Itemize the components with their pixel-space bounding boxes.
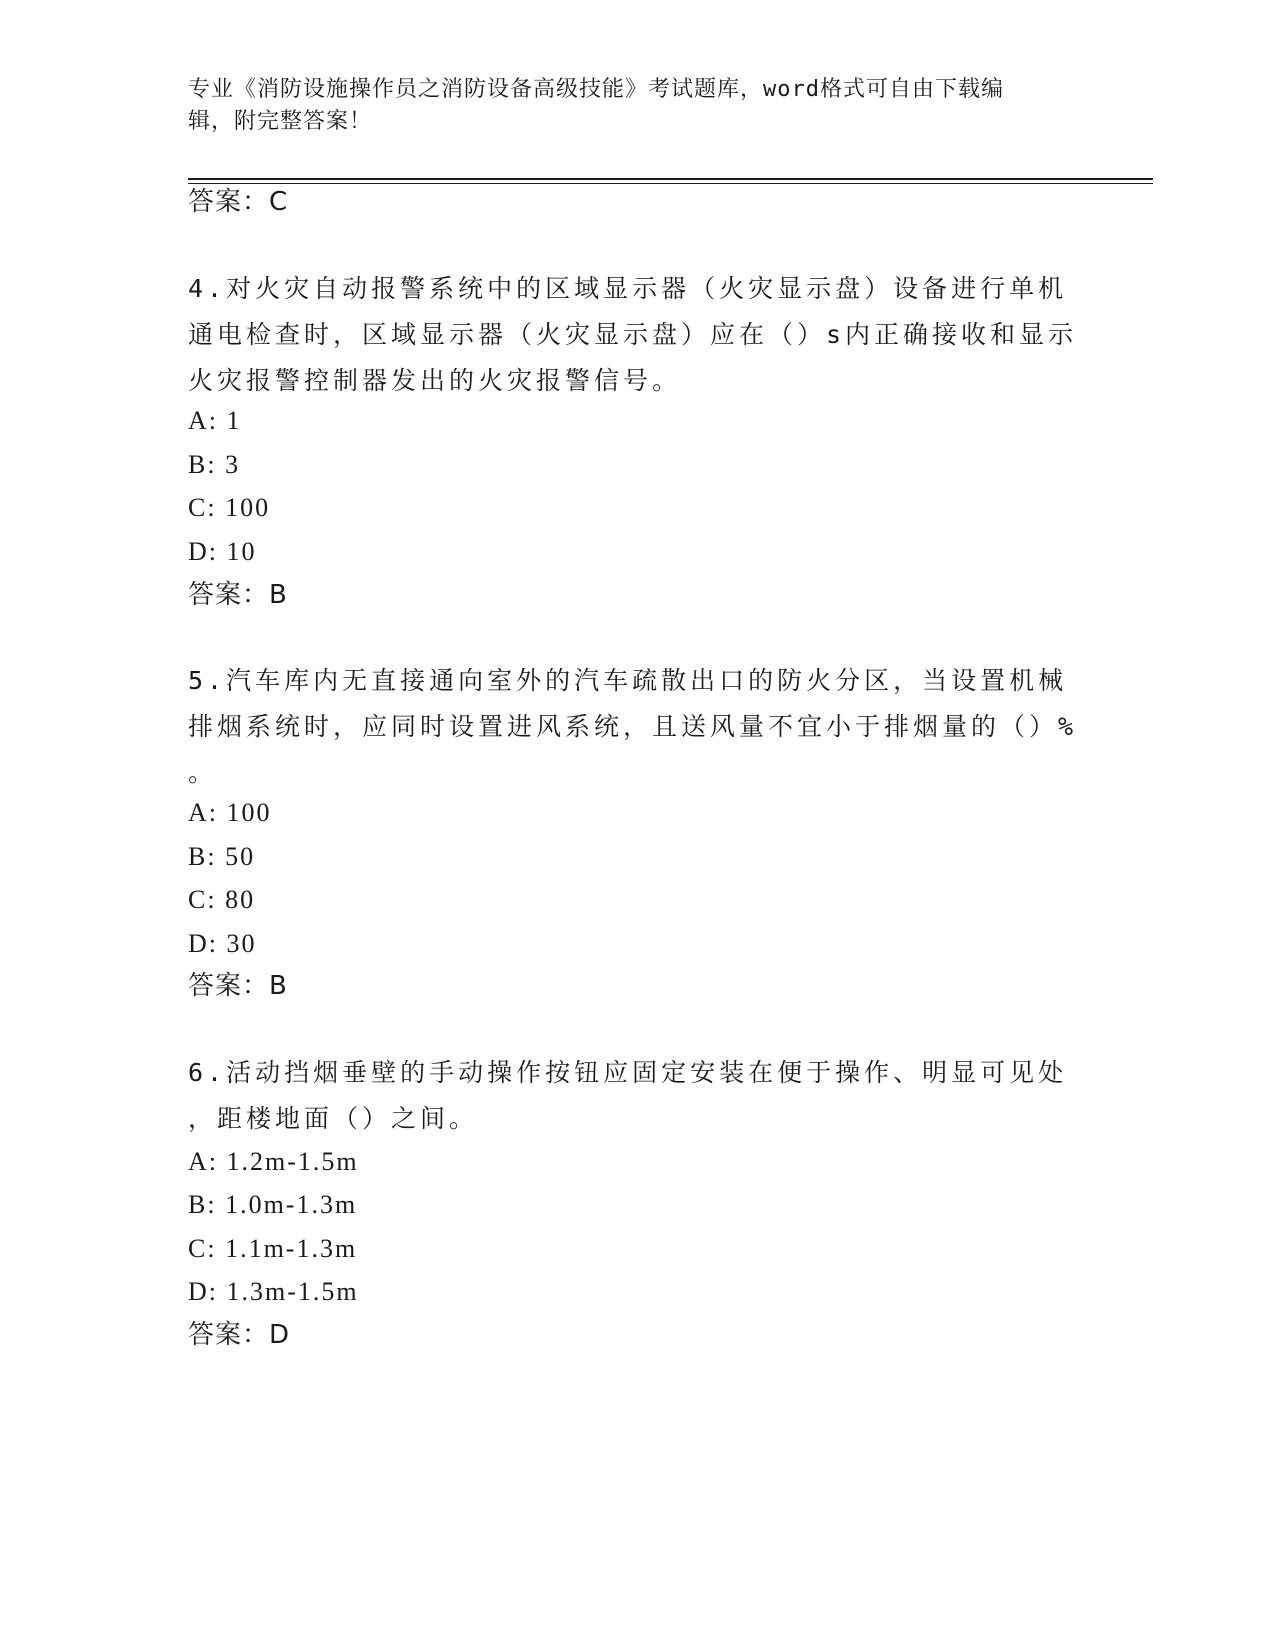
question-4-line-2: 通电检查时，区域显示器（火灾显示盘）应在（）s内正确接收和显示 — [188, 320, 1078, 349]
question-5-line-1: 5.汽车库内无直接通向室外的汽车疏散出口的防火分区，当设置机械 — [188, 666, 1068, 695]
header-line-1: 专业《消防设施操作员之消防设备高级技能》考试题库，word格式可自由下载编 — [188, 77, 1004, 102]
question-4-option-c: C: 100 — [188, 493, 271, 522]
previous-answer: 答案：C — [188, 187, 289, 217]
question-5-line-2: 排烟系统时，应同时设置进风系统，且送风量不宜小于排烟量的（）% — [188, 712, 1078, 741]
question-6-line-2: ，距楼地面（）之间。 — [188, 1104, 479, 1133]
question-6-answer: 答案：D — [188, 1320, 291, 1350]
question-5-option-a: A: 100 — [188, 798, 272, 827]
question-6-option-b: B: 1.0m-1.3m — [188, 1190, 358, 1219]
question-4-option-d: D: 10 — [188, 537, 257, 566]
question-6-line-1: 6.活动挡烟垂壁的手动操作按钮应固定安装在便于操作、明显可见处 — [188, 1058, 1068, 1087]
document-header — [188, 74, 1068, 138]
question-5-option-c: C: 80 — [188, 885, 256, 914]
question-5-text — [188, 658, 1088, 796]
question-6-option-c: C: 1.1m-1.3m — [188, 1234, 358, 1263]
question-4-answer: 答案：B — [188, 580, 288, 610]
question-5-line-3: 。 — [188, 758, 218, 787]
header-divider-thick — [188, 178, 1153, 180]
question-6-option-d: D: 1.3m-1.5m — [188, 1277, 359, 1306]
question-4-line-1: 4.对火灾自动报警系统中的区域显示器（火灾显示盘）设备进行单机 — [188, 274, 1068, 303]
header-divider-thin — [188, 183, 1153, 184]
question-4-line-3: 火灾报警控制器发出的火灾报警信号。 — [188, 366, 682, 395]
question-5-option-b: B: 50 — [188, 842, 256, 871]
header-line-2: 辑，附完整答案！ — [188, 109, 373, 134]
question-4-option-a: A: 1 — [188, 406, 242, 435]
question-5-answer: 答案：B — [188, 971, 288, 1001]
question-6-option-a: A: 1.2m-1.5m — [188, 1147, 359, 1176]
question-4-text — [188, 266, 1088, 404]
question-6-text — [188, 1050, 1088, 1142]
question-5-option-d: D: 30 — [188, 929, 257, 958]
question-4-option-b: B: 3 — [188, 450, 241, 479]
